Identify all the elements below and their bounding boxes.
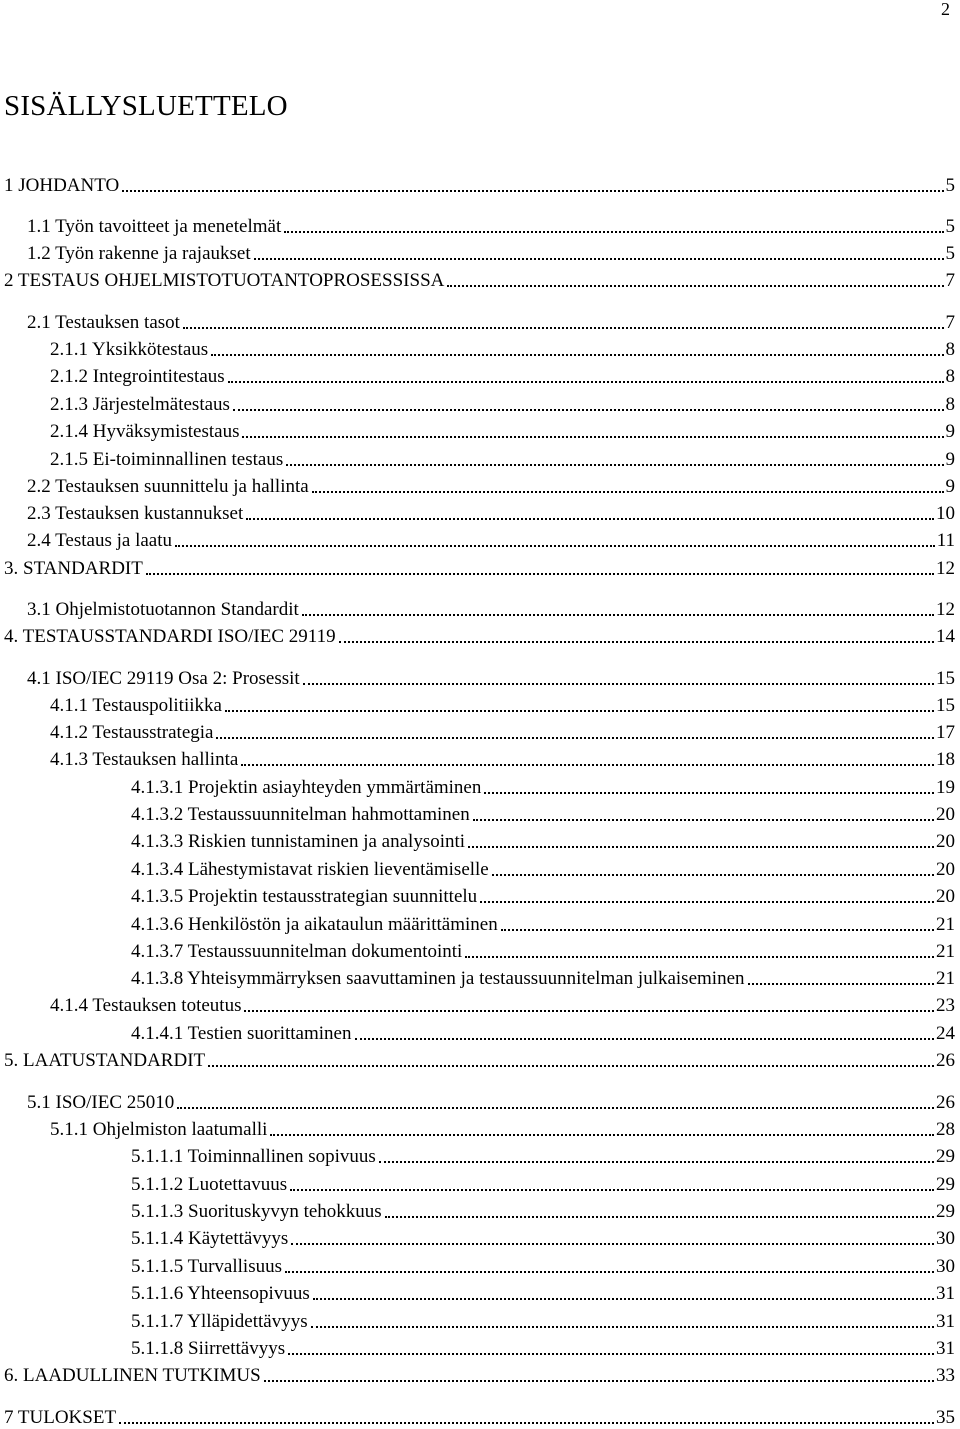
toc-entry-page: 29 <box>936 1174 955 1195</box>
toc-entry-page: 9 <box>945 449 955 470</box>
dot-leader <box>225 698 934 712</box>
dot-leader <box>285 1259 934 1273</box>
dot-leader <box>216 725 934 739</box>
toc-entry-page: 29 <box>936 1146 955 1167</box>
dot-leader <box>355 1026 935 1040</box>
toc-entry-page: 15 <box>936 668 955 689</box>
toc-entry <box>0 747 955 771</box>
dot-leader <box>286 452 943 466</box>
dot-leader <box>447 273 943 287</box>
toc-entry <box>0 693 955 717</box>
toc-entry-label: 5.1.1.2 Luotettavuus <box>131 1174 288 1195</box>
toc-entry-label: 1.2 Työn rakenne ja rajaukset <box>27 243 251 264</box>
dot-leader <box>246 506 934 520</box>
dot-leader <box>242 424 943 438</box>
dot-leader <box>311 1314 934 1328</box>
dot-leader <box>468 834 934 848</box>
toc-entry-label: 5.1.1.5 Turvallisuus <box>131 1256 282 1277</box>
toc-entry-page: 31 <box>936 1283 955 1304</box>
toc-entry-page: 29 <box>936 1201 955 1222</box>
toc-entry-page: 11 <box>936 530 955 551</box>
toc-entry-page: 19 <box>936 777 955 798</box>
toc-entry <box>0 1199 955 1223</box>
toc-entry-label: 4.1.3.5 Projektin testausstrategian suunnittelu <box>131 886 478 907</box>
dot-leader <box>119 1410 934 1424</box>
dot-leader <box>501 917 934 931</box>
dot-leader <box>312 479 944 493</box>
toc-entry-page: 8 <box>945 394 955 415</box>
toc-entry-label: 2.1.5 Ei-toiminnallinen testaus <box>50 449 284 470</box>
page-number: 2 <box>941 0 950 19</box>
toc-entry-label: 5.1 ISO/IEC 25010 <box>27 1092 175 1113</box>
dot-leader <box>241 752 934 766</box>
toc-entry-label: 4. TESTAUSSTANDARDI ISO/IEC 29119 <box>4 626 336 647</box>
toc-entry-page: 30 <box>936 1256 955 1277</box>
toc-entry-page: 23 <box>936 995 955 1016</box>
toc-entry-page: 21 <box>936 968 955 989</box>
toc-entry <box>0 556 955 580</box>
dot-leader <box>291 1231 934 1245</box>
toc-entry-label: 2.1.4 Hyväksymistestaus <box>50 421 240 442</box>
toc-entry-label: 5.1.1 Ohjelmiston laatumalli <box>50 1119 268 1140</box>
dot-leader <box>484 780 934 794</box>
toc-entry-page: 24 <box>936 1023 955 1044</box>
toc-entry-page: 26 <box>936 1050 955 1071</box>
toc-entry <box>0 1144 955 1168</box>
toc-entry-page: 20 <box>936 804 955 825</box>
toc-entry-page: 5 <box>945 216 955 237</box>
toc-entry-page: 26 <box>936 1092 955 1113</box>
dot-leader <box>175 533 935 547</box>
toc-entry-label: 4.1.4.1 Testien suorittaminen <box>131 1023 352 1044</box>
dot-leader <box>303 671 934 685</box>
toc-entry-page: 33 <box>936 1365 955 1386</box>
toc-entry <box>0 1336 955 1360</box>
toc-entry <box>0 392 955 416</box>
toc-entry-label: 4.1.3.3 Riskien tunnistaminen ja analysointi <box>131 831 466 852</box>
toc-entry-page: 31 <box>936 1311 955 1332</box>
toc-entry <box>0 624 955 648</box>
toc-entry-page: 18 <box>936 749 955 770</box>
toc-entry-label: 5.1.1.3 Suorituskyvyn tehokkuus <box>131 1201 382 1222</box>
toc-entry-page: 12 <box>936 599 955 620</box>
dot-leader <box>290 1177 934 1191</box>
toc-entry <box>0 1048 955 1072</box>
dot-leader <box>284 219 943 233</box>
toc-entry-label: 1 JOHDANTO <box>4 175 120 196</box>
dot-leader <box>379 1149 934 1163</box>
dot-leader <box>492 862 934 876</box>
toc-entry-page: 9 <box>945 421 955 442</box>
toc-entry-label: 6. LAADULLINEN TUTKIMUS <box>4 1365 261 1386</box>
toc-entry-label: 4.1.3.1 Projektin asiayhteyden ymmärtäminen <box>131 777 482 798</box>
toc-entry-label: 5.1.1.7 Ylläpidettävyys <box>131 1311 308 1332</box>
dot-leader <box>264 1368 934 1382</box>
toc-entry <box>0 884 955 908</box>
toc-entry <box>0 1281 955 1305</box>
toc-entry-page: 20 <box>936 859 955 880</box>
toc-title: SISÄLLYSLUETTELO <box>4 90 288 122</box>
toc-entry <box>0 720 955 744</box>
dot-leader <box>254 246 944 260</box>
toc-entry-page: 5 <box>945 175 955 196</box>
dot-leader <box>385 1204 934 1218</box>
toc-entry-page: 12 <box>936 558 955 579</box>
dot-leader <box>211 342 943 356</box>
toc-entry <box>0 528 955 552</box>
dot-leader <box>339 629 934 643</box>
toc-entry-label: 2.1 Testauksen tasot <box>27 312 180 333</box>
toc-entry <box>0 1090 955 1114</box>
dot-leader <box>473 807 934 821</box>
toc-entry-label: 3. STANDARDIT <box>4 558 143 579</box>
toc-entry <box>0 1405 955 1429</box>
toc-entry-label: 2 TESTAUS OHJELMISTOTUOTANTOPROSESSISSA <box>4 270 445 291</box>
toc-entry-label: 4.1.4 Testauksen toteutus <box>50 995 242 1016</box>
toc-entry-page: 5 <box>945 243 955 264</box>
toc-entry-page: 10 <box>936 503 955 524</box>
toc-entry <box>0 1226 955 1250</box>
toc-entry-label: 5.1.1.6 Yhteensopivuus <box>131 1283 310 1304</box>
dot-leader <box>122 178 943 192</box>
toc-entry <box>0 1021 955 1045</box>
toc-entry-page: 9 <box>945 476 955 497</box>
toc-entry-label: 7 TULOKSET <box>4 1407 117 1428</box>
toc-entry <box>0 214 955 238</box>
dot-leader <box>288 1341 934 1355</box>
dot-leader <box>270 1122 934 1136</box>
toc-entry-label: 4.1.3.8 Yhteisymmärryksen saavuttaminen ja testaussuunnitelman julkaiseminen <box>131 968 745 989</box>
toc-entry <box>0 310 955 334</box>
dot-leader <box>244 998 934 1012</box>
toc-entry <box>0 597 955 621</box>
toc-entry <box>0 829 955 853</box>
toc-entry-page: 8 <box>945 366 955 387</box>
dot-leader <box>465 944 934 958</box>
toc-entry-label: 2.1.3 Järjestelmätestaus <box>50 394 230 415</box>
toc-entry <box>0 337 955 361</box>
toc-entry-page: 21 <box>936 941 955 962</box>
dot-leader <box>313 1286 934 1300</box>
toc-entry <box>0 775 955 799</box>
toc-entry <box>0 939 955 963</box>
toc-entry-page: 15 <box>936 695 955 716</box>
toc-entry-label: 5.1.1.8 Siirrettävyys <box>131 1338 286 1359</box>
toc-entry <box>0 241 955 265</box>
toc-entry-label: 2.1.2 Integrointitestaus <box>50 366 225 387</box>
toc-entry-page: 30 <box>936 1228 955 1249</box>
toc-entry <box>0 802 955 826</box>
toc-entry <box>0 1254 955 1278</box>
toc-entry-label: 4.1.3.2 Testaussuunnitelman hahmottaminen <box>131 804 470 825</box>
toc-entry-label: 2.2 Testauksen suunnittelu ja hallinta <box>27 476 309 497</box>
toc-entry <box>0 912 955 936</box>
toc-entry <box>0 666 955 690</box>
toc-entry-label: 4.1.2 Testausstrategia <box>50 722 214 743</box>
dot-leader <box>302 602 934 616</box>
toc-entry-label: 1.1 Työn tavoitteet ja menetelmät <box>27 216 282 237</box>
dot-leader <box>233 397 944 411</box>
toc-entry <box>0 993 955 1017</box>
toc-entry-label: 5.1.1.1 Toiminnallinen sopivuus <box>131 1146 376 1167</box>
toc-entry <box>0 474 955 498</box>
toc-entry <box>0 1363 955 1387</box>
dot-leader <box>748 971 934 985</box>
toc-entry-page: 21 <box>936 914 955 935</box>
dot-leader <box>183 315 944 329</box>
toc-entry-page: 8 <box>945 339 955 360</box>
toc-entry-label: 4.1.3.7 Testaussuunnitelman dokumentointi <box>131 941 463 962</box>
toc-entry-label: 4.1.1 Testauspolitiikka <box>50 695 222 716</box>
toc-entry-page: 20 <box>936 831 955 852</box>
toc-entry <box>0 966 955 990</box>
dot-leader <box>480 889 934 903</box>
toc-entry <box>0 364 955 388</box>
toc-entry-label: 2.4 Testaus ja laatu <box>27 530 173 551</box>
toc-entry <box>0 173 955 197</box>
toc-entry <box>0 501 955 525</box>
toc-entry-label: 4.1.3.6 Henkilöstön ja aikataulun määrittäminen <box>131 914 498 935</box>
toc-entry-label: 4.1 ISO/IEC 29119 Osa 2: Prosessit <box>27 668 300 689</box>
dot-leader <box>208 1053 934 1067</box>
toc-entry-page: 14 <box>936 626 955 647</box>
toc-entry <box>0 447 955 471</box>
toc-entry <box>0 419 955 443</box>
toc-entry-label: 2.1.1 Yksikkötestaus <box>50 339 209 360</box>
dot-leader <box>228 369 944 383</box>
toc-entry-page: 20 <box>936 886 955 907</box>
toc-entry-label: 2.3 Testauksen kustannukset <box>27 503 244 524</box>
toc-entry-label: 3.1 Ohjelmistotuotannon Standardit <box>27 599 299 620</box>
toc-entry <box>0 268 955 292</box>
toc-entry-label: 4.1.3.4 Lähestymistavat riskien lieventämiselle <box>131 859 489 880</box>
toc-entry <box>0 1309 955 1333</box>
toc-entry-label: 4.1.3 Testauksen hallinta <box>50 749 239 770</box>
toc-entry <box>0 857 955 881</box>
toc-entry <box>0 1172 955 1196</box>
dot-leader <box>146 561 934 575</box>
toc-entry-label: 5.1.1.4 Käytettävyys <box>131 1228 289 1249</box>
toc-entry-page: 28 <box>936 1119 955 1140</box>
toc-entry-page: 17 <box>936 722 955 743</box>
toc-entry-page: 35 <box>936 1407 955 1428</box>
toc-entry-page: 7 <box>945 270 955 291</box>
toc-entry-page: 7 <box>945 312 955 333</box>
toc-entry-label: 5. LAATUSTANDARDIT <box>4 1050 206 1071</box>
dot-leader <box>177 1095 934 1109</box>
toc-entry <box>0 1117 955 1141</box>
toc-entry-page: 31 <box>936 1338 955 1359</box>
